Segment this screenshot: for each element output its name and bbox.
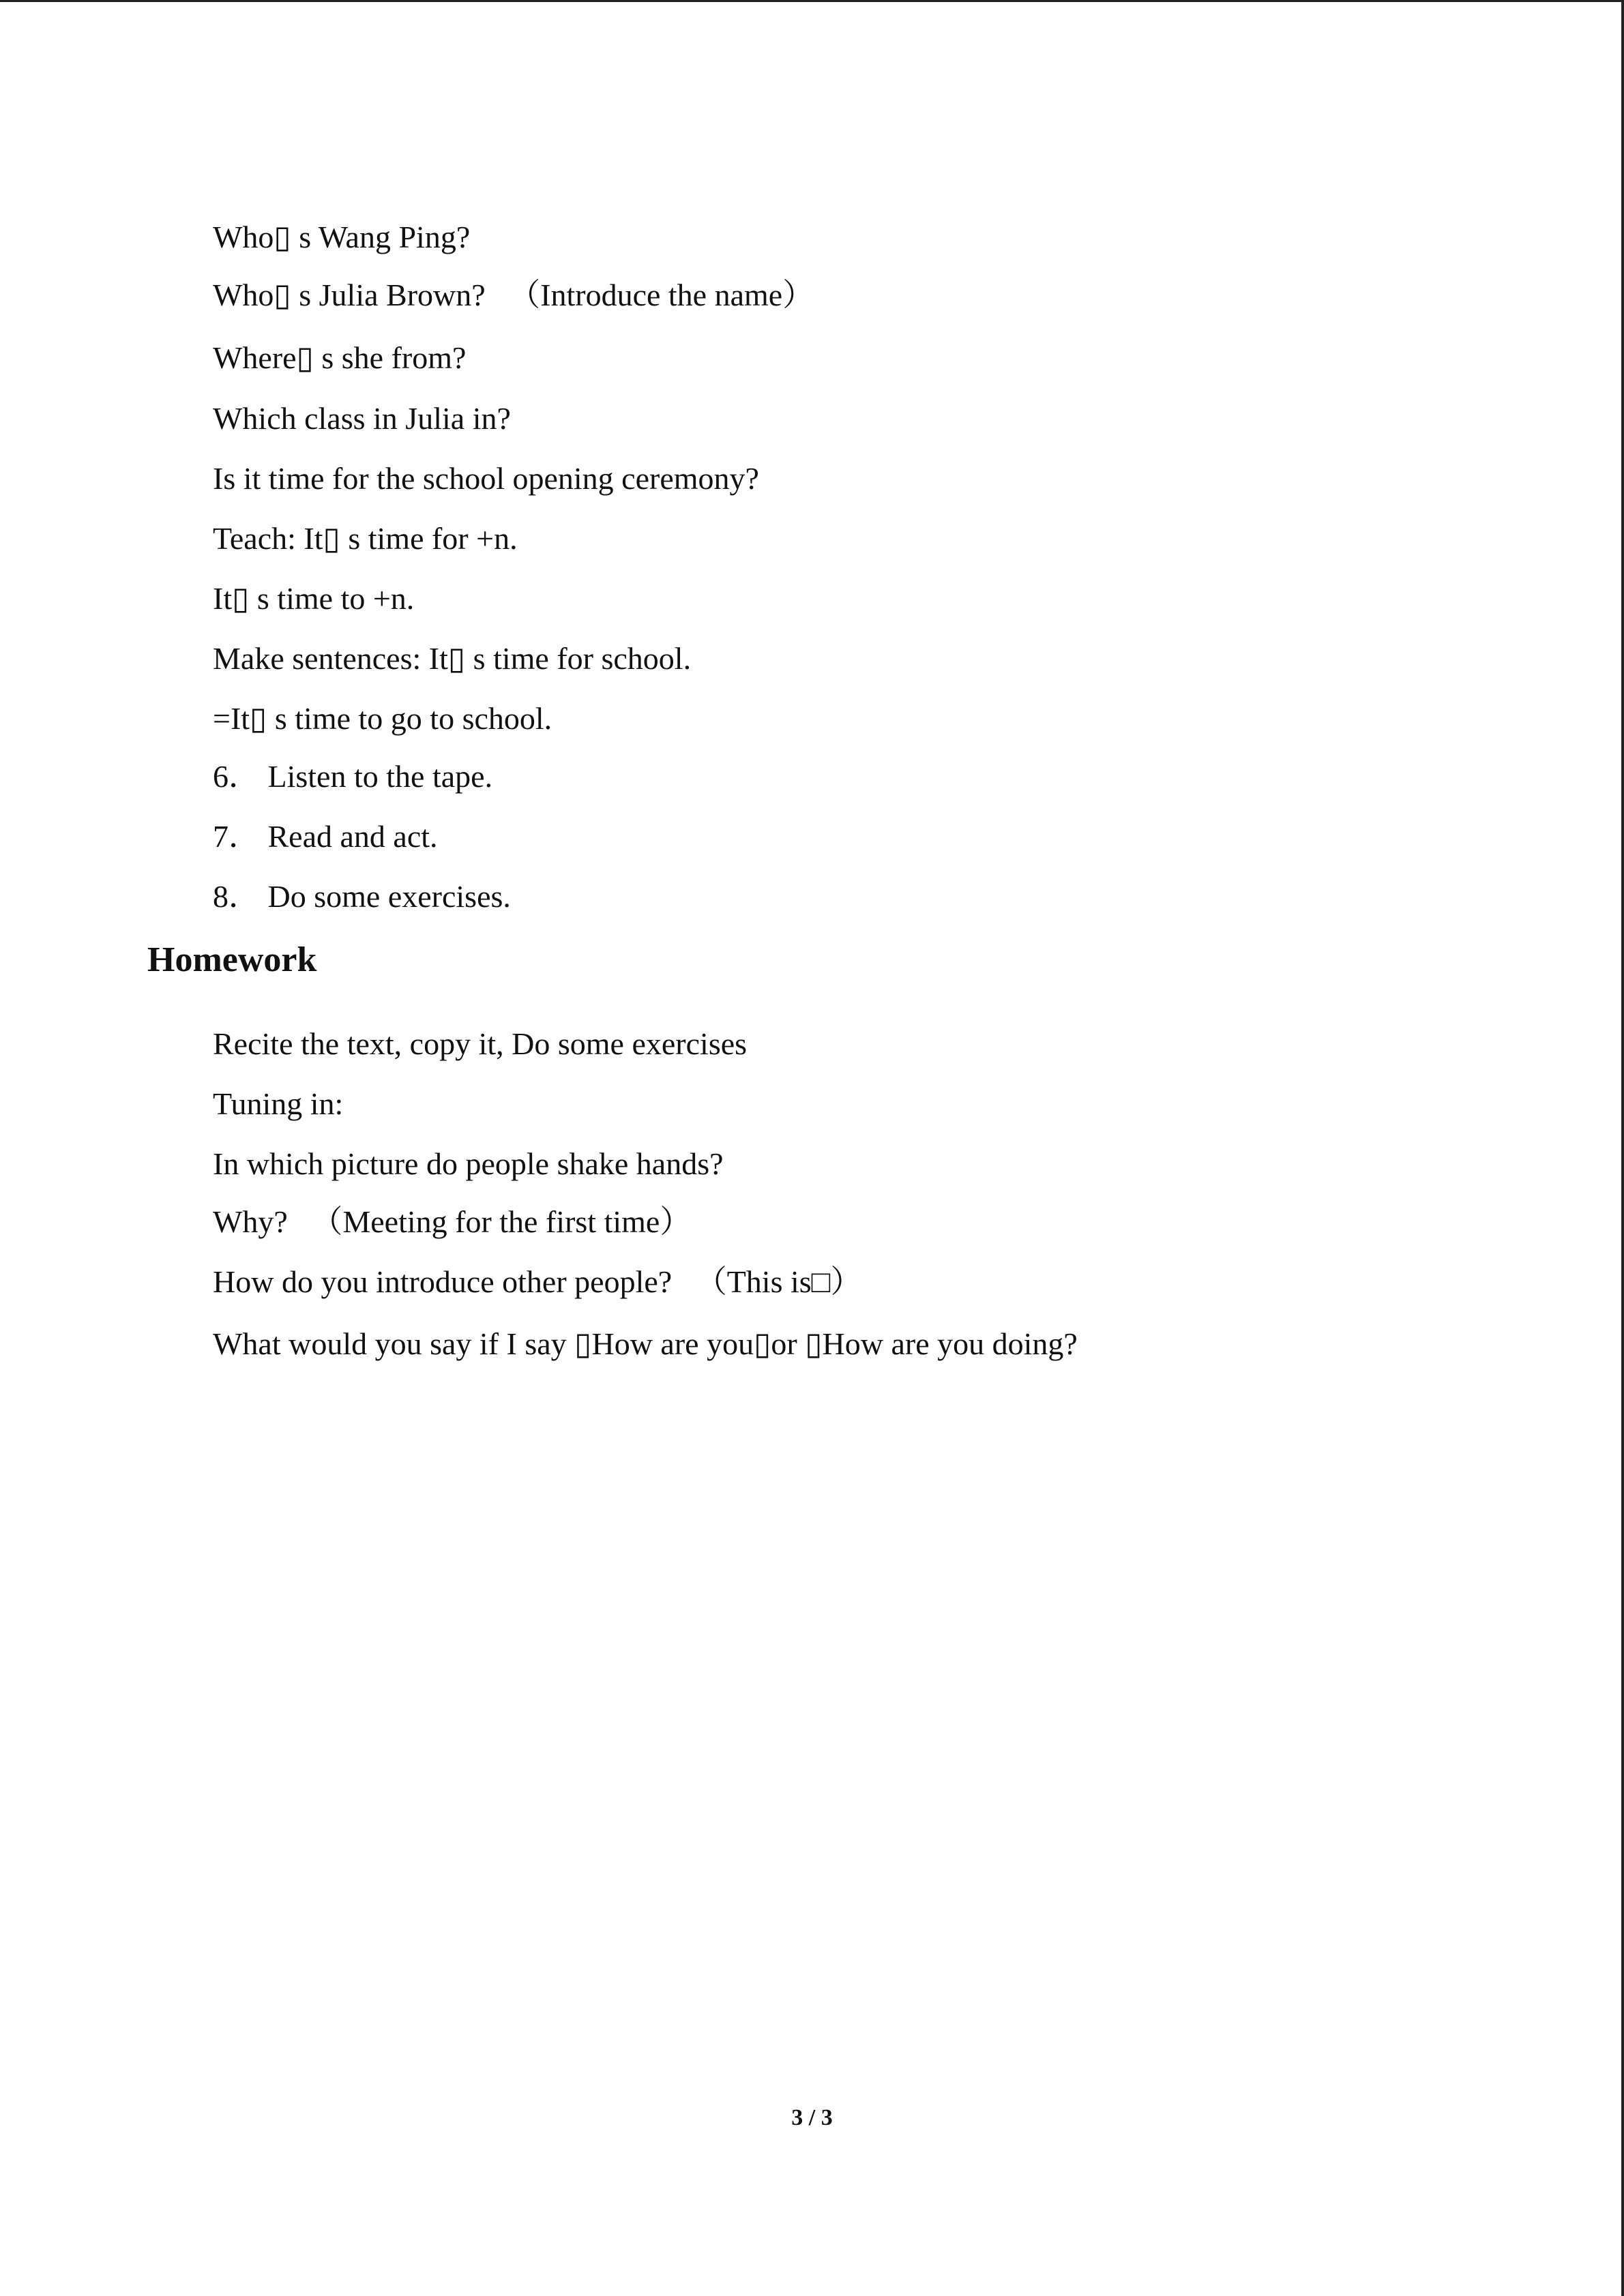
text-line: Recite the text, copy it, Do some exercises xyxy=(213,1026,748,1061)
text-line: How do you introduce other people? （This is□） xyxy=(213,1264,862,1299)
page-top-border xyxy=(0,0,1624,2)
page-right-border xyxy=(1621,0,1624,2296)
text-line: Tuning in: xyxy=(213,1086,344,1121)
text-line: Why? （Meeting for the first time） xyxy=(213,1204,692,1239)
text-line: Who▯ s Wang Ping? xyxy=(213,220,471,254)
text-line: It▯ s time to +n. xyxy=(213,581,415,616)
list-item: 8． Do some exercises. xyxy=(213,879,511,914)
list-item: 6． Listen to the tape. xyxy=(213,759,493,794)
text-line: What would you say if I say ▯How are you▯or ▯How are you doing? xyxy=(213,1326,1078,1361)
text-line: In which picture do people shake hands? xyxy=(213,1146,724,1181)
list-item: 7． Read and act. xyxy=(213,819,438,854)
page-number: 3 / 3 xyxy=(791,2105,833,2130)
text-line: Make sentences: It▯ s time for school. xyxy=(213,641,692,676)
text-line: =It▯ s time to go to school. xyxy=(213,701,552,736)
text-line: Who▯ s Julia Brown? （Introduce the name） xyxy=(213,278,814,312)
text-line: Teach: It▯ s time for +n. xyxy=(213,521,518,556)
text-line: Where▯ s she from? xyxy=(213,340,467,375)
text-line: Which class in Julia in? xyxy=(213,401,511,436)
section-heading: Homework xyxy=(147,940,317,979)
text-line: Is it time for the school opening ceremony? xyxy=(213,461,759,496)
